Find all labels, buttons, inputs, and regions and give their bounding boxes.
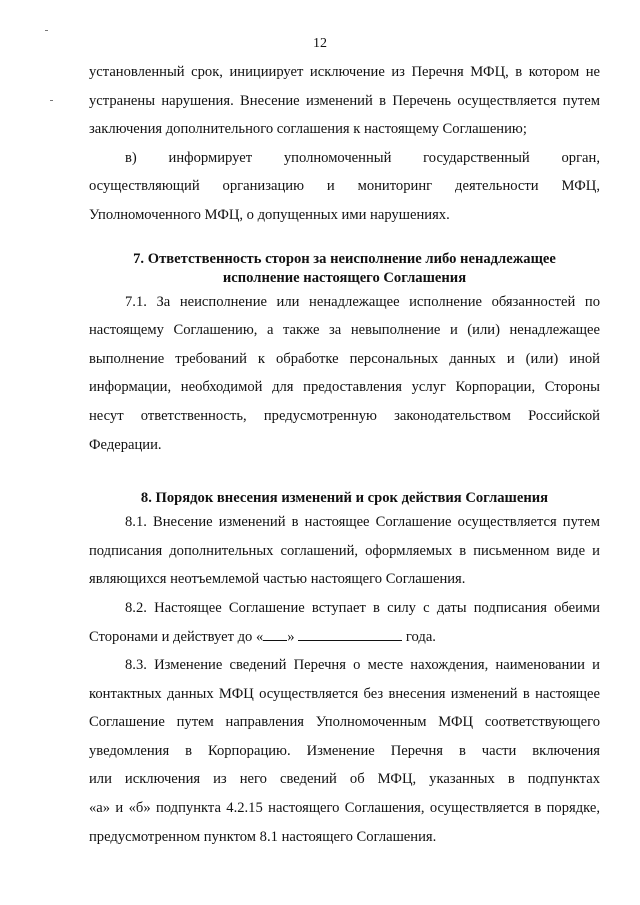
text-line: 7.1. За неисполнение или ненадлежащее исполнение обязанностей по <box>125 293 600 310</box>
text-line: «а» и «б» подпункта 4.2.15 настоящего Соглашения, осуществляется в порядке, <box>89 800 600 817</box>
text-fragment: Сторонами и действует до « <box>89 628 264 645</box>
heading-line: 8. Порядок внесения изменений и срок действия Соглашения <box>140 490 549 507</box>
paragraph-continuation <box>89 58 600 144</box>
heading-line: исполнение настоящего Соглашения <box>222 269 467 286</box>
text-line: Соглашение путем направления Уполномоченным МФЦ соответствующего <box>89 714 600 731</box>
section-8-heading <box>89 489 600 508</box>
paragraph-8-1 <box>89 508 600 594</box>
text-line: или исключения из него сведений об МФЦ, указанных в подпунктах <box>89 771 600 788</box>
text-line: уведомления в Корпорацию. Изменение Перечня в части включения <box>89 742 600 759</box>
text-line: Федерации. <box>89 436 162 453</box>
text-line: настоящему Соглашению, а также за невыполнение и (или) ненадлежащее <box>89 322 600 339</box>
text-line: осуществляющий организацию и мониторинг деятельности МФЦ, <box>89 178 600 195</box>
text-line: 8.2. Настоящее Соглашение вступает в силу с даты подписания обеими <box>125 599 600 616</box>
heading-line: 7. Ответственность сторон за неисполнение либо ненадлежащее <box>133 250 556 267</box>
page-number: 12 <box>313 36 327 51</box>
text-line: несут ответственность, предусмотренную законодательством Российской <box>89 407 600 424</box>
text-line: являющихся неотъемлемой частью настоящего Соглашения. <box>89 571 466 588</box>
text-line: подписания дополнительных соглашений, оформляемых в письменном виде и <box>89 542 600 559</box>
paragraph-item-v <box>89 144 600 230</box>
scan-mark <box>45 30 48 31</box>
date-day-blank <box>263 626 287 641</box>
text-line <box>89 623 600 652</box>
text-line: информации, необходимой для предоставления услуг Корпорации, Стороны <box>89 379 600 396</box>
text-fragment: » <box>287 628 295 645</box>
document-body <box>89 58 600 851</box>
section-7-heading <box>89 250 600 288</box>
date-month-blank <box>298 626 402 641</box>
text-line: заключения дополнительного соглашения к настоящему Соглашению; <box>89 121 527 138</box>
text-line: в) информирует уполномоченный государственный орган, <box>125 149 600 166</box>
paragraph-8-3 <box>89 651 600 851</box>
text-line: устранены нарушения. Внесение изменений в Перечень осуществляется путем <box>89 92 600 109</box>
text-line: предусмотренном пунктом 8.1 настоящего Соглашения. <box>89 828 437 845</box>
text-line: контактных данных МФЦ осуществляется без внесения изменений в настоящее <box>89 685 600 702</box>
text-line: Уполномоченного МФЦ, о допущенных ими нарушениях. <box>89 206 450 223</box>
paragraph-8-2 <box>89 594 600 651</box>
text-line: установленный срок, инициирует исключение из Перечня МФЦ, в котором не <box>89 64 600 80</box>
text-line: 8.3. Изменение сведений Перечня о месте нахождения, наименовании и <box>125 657 600 674</box>
scan-mark <box>50 100 53 101</box>
text-fragment: года. <box>405 628 436 645</box>
text-line: выполнение требований к обработке персональных данных и (или) иной <box>89 350 600 367</box>
text-line: 8.1. Внесение изменений в настоящее Соглашение осуществляется путем <box>125 514 600 531</box>
paragraph-7-1 <box>89 288 600 460</box>
